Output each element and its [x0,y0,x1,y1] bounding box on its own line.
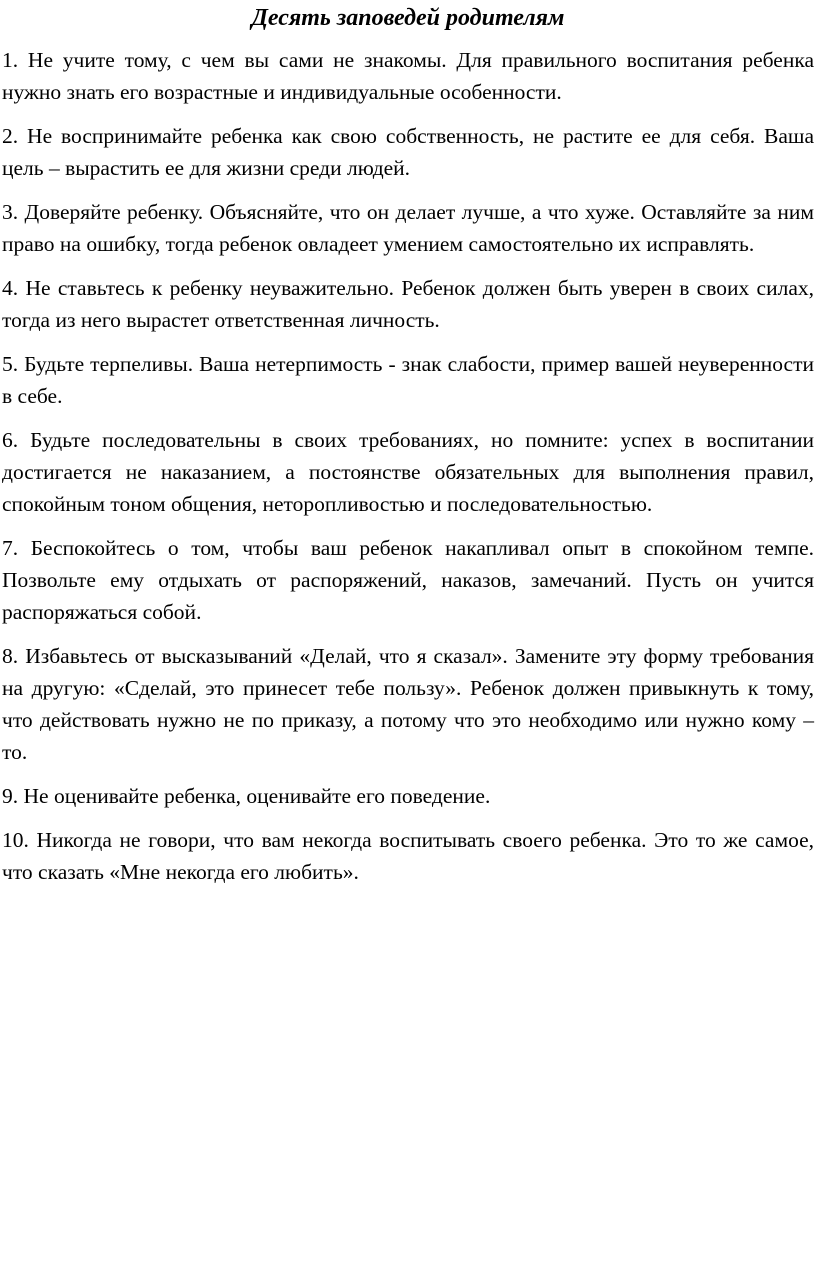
document-title: Десять заповедей родителям [251,5,565,31]
commandment-8: 8. Избавьтесь от высказываний «Делай, что я сказал». Замените эту форму требования на другую: «Сделай, это принесет тебе пользу». Ребенок должен привыкнуть к тому, что действовать нужно не по приказу, а потому что это необходимо или нужно кому – то. [2,644,814,764]
commandment-2: 2. Не воспринимайте ребенка как свою собственность, не растите ее для себя. Ваша цель – вырастить ее для жизни среди людей. [2,124,814,180]
commandment-1: 1. Не учите тому, с чем вы сами не знакомы. Для правильного воспитания ребенка нужно знать его возрастные и индивидуальные особенности. [2,48,814,104]
commandment-3: 3. Доверяйте ребенку. Объясняйте, что он делает лучше, а что хуже. Оставляйте за ним право на ошибку, тогда ребенок овладеет умением самостоятельно их исправлять. [2,200,814,256]
commandment-9: 9. Не оценивайте ребенка, оценивайте его поведение. [2,784,491,808]
commandment-4: 4. Не ставьтесь к ребенку неуважительно. Ребенок должен быть уверен в своих силах, тогда из него вырастет ответственная личность. [2,276,814,332]
commandment-10: 10. Никогда не говори, что вам некогда воспитывать своего ребенка. Это то же самое, что сказать «Мне некогда его любить». [2,828,814,884]
commandment-6: 6. Будьте последовательны в своих требованиях, но помните: успех в воспитании достигается не наказанием, а постоянстве обязательных для выполнения правил, спокойным тоном общения, неторопливостью и последовательностью. [2,428,814,516]
commandments-list [2,44,814,888]
commandment-5: 5. Будьте терпеливы. Ваша нетерпимость - знак слабости, пример вашей неуверенности в себе. [2,352,814,408]
commandment-7: 7. Беспокойтесь о том, чтобы ваш ребенок накапливал опыт в спокойном темпе. Позвольте ему отдыхать от распоряжений, наказов, замечаний. Пусть он учится распоряжаться собой. [2,536,814,624]
